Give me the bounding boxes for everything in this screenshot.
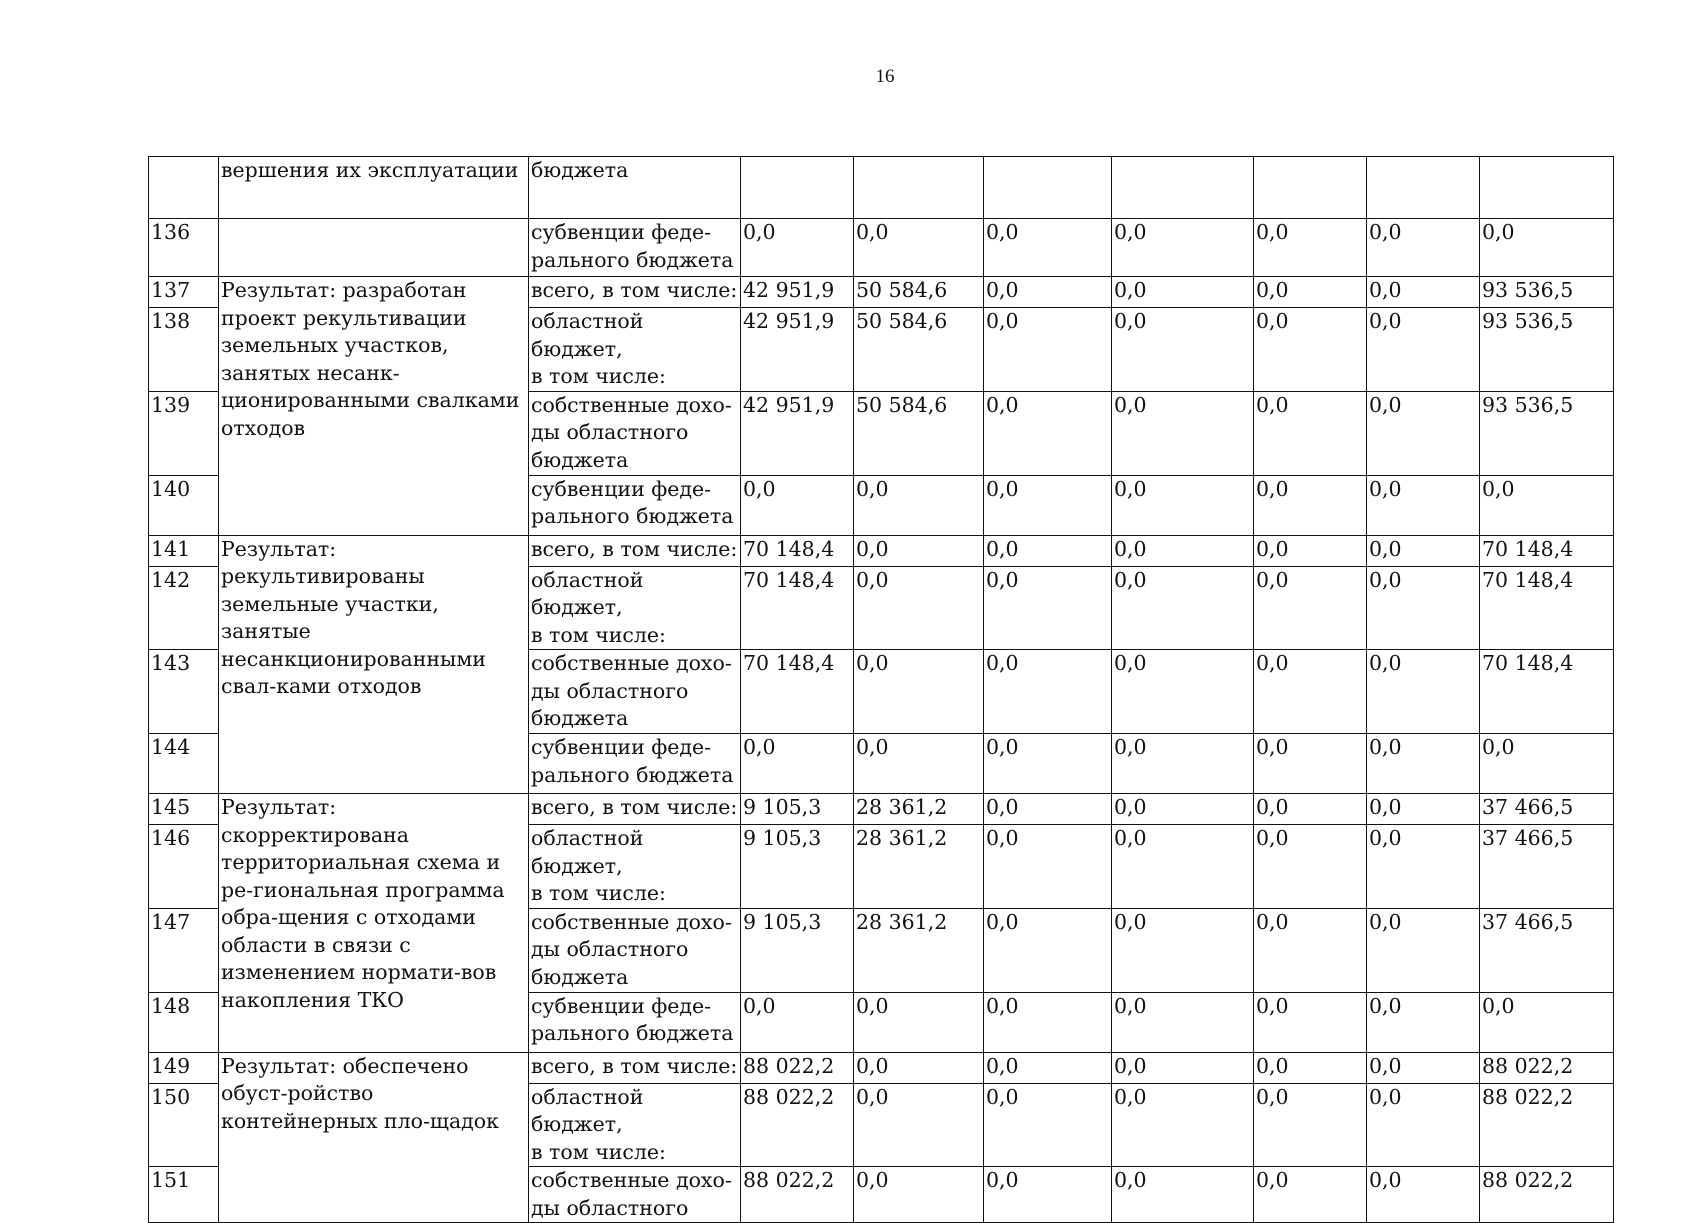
funding-source-cell: бюджета — [529, 157, 741, 219]
value-cell: 0,0 — [1254, 992, 1367, 1052]
value-cell: 0,0 — [984, 566, 1112, 650]
funding-source-cell: собственные дохо- ды областного — [529, 1167, 741, 1223]
description-cell — [219, 219, 529, 277]
value-cell: 0,0 — [984, 1083, 1112, 1167]
value-cell: 0,0 — [1112, 1167, 1254, 1223]
value-cell: 0,0 — [741, 992, 854, 1052]
value-cell: 0,0 — [741, 219, 854, 277]
value-cell: 0,0 — [1367, 1052, 1480, 1083]
value-cell: 0,0 — [1112, 391, 1254, 475]
value-cell: 0,0 — [1112, 1083, 1254, 1167]
total-value-cell: 93 536,5 — [1480, 277, 1614, 308]
total-value-cell: 70 148,4 — [1480, 650, 1614, 734]
value-cell: 0,0 — [984, 734, 1112, 794]
value-cell: 0,0 — [1112, 825, 1254, 909]
value-cell: 0,0 — [984, 391, 1112, 475]
row-number-cell: 148 — [149, 992, 219, 1052]
table-row — [149, 219, 1614, 277]
total-value-cell: 93 536,5 — [1480, 391, 1614, 475]
value-cell: 0,0 — [854, 1052, 984, 1083]
value-cell: 88 022,2 — [741, 1083, 854, 1167]
value-cell: 0,0 — [1112, 535, 1254, 566]
value-cell: 50 584,6 — [854, 391, 984, 475]
value-cell: 0,0 — [854, 992, 984, 1052]
value-cell: 42 951,9 — [741, 277, 854, 308]
value-cell: 0,0 — [1254, 825, 1367, 909]
value-cell: 28 361,2 — [854, 908, 984, 992]
description-cell: вершения их эксплуатации — [219, 157, 529, 219]
value-cell: 0,0 — [1367, 277, 1480, 308]
total-value-cell: 0,0 — [1480, 734, 1614, 794]
value-cell: 0,0 — [1112, 566, 1254, 650]
value-cell: 0,0 — [984, 908, 1112, 992]
row-number-cell: 141 — [149, 535, 219, 566]
value-cell — [1367, 157, 1480, 219]
value-cell: 0,0 — [1254, 1167, 1367, 1223]
value-cell: 0,0 — [1112, 475, 1254, 535]
total-value-cell: 70 148,4 — [1480, 535, 1614, 566]
value-cell: 0,0 — [1254, 1052, 1367, 1083]
row-number-cell: 151 — [149, 1167, 219, 1223]
row-number-cell: 146 — [149, 825, 219, 909]
row-number-cell — [149, 157, 219, 219]
table-row — [149, 794, 1614, 825]
value-cell: 0,0 — [984, 650, 1112, 734]
value-cell: 0,0 — [1254, 794, 1367, 825]
value-cell: 88 022,2 — [741, 1052, 854, 1083]
value-cell: 0,0 — [1254, 391, 1367, 475]
funding-source-cell: субвенции феде- рального бюджета — [529, 219, 741, 277]
value-cell: 0,0 — [984, 1167, 1112, 1223]
value-cell: 0,0 — [1367, 475, 1480, 535]
value-cell: 70 148,4 — [741, 650, 854, 734]
value-cell: 0,0 — [1254, 219, 1367, 277]
value-cell: 0,0 — [1367, 1167, 1480, 1223]
value-cell — [1112, 157, 1254, 219]
row-number-cell: 138 — [149, 308, 219, 392]
row-number-cell: 149 — [149, 1052, 219, 1083]
value-cell: 0,0 — [984, 535, 1112, 566]
value-cell: 50 584,6 — [854, 277, 984, 308]
value-cell: 0,0 — [854, 1167, 984, 1223]
value-cell: 0,0 — [741, 475, 854, 535]
value-cell: 0,0 — [854, 650, 984, 734]
value-cell — [854, 157, 984, 219]
value-cell: 0,0 — [1367, 566, 1480, 650]
value-cell: 0,0 — [1112, 1052, 1254, 1083]
value-cell — [1254, 157, 1367, 219]
value-cell: 9 105,3 — [741, 908, 854, 992]
value-cell: 0,0 — [854, 475, 984, 535]
result-description-cell: Результат: скорректирована территориальная схема и ре-гиональная программа обра-щения с отходами области в связи с изменением нормати-вов накопления ТКО — [219, 794, 529, 1053]
value-cell: 28 361,2 — [854, 825, 984, 909]
value-cell: 0,0 — [854, 219, 984, 277]
row-number-cell: 139 — [149, 391, 219, 475]
result-description-cell: Результат: обеспечено обуст-ройство контейнерных пло-щадок — [219, 1052, 529, 1223]
funding-source-cell: субвенции феде- рального бюджета — [529, 734, 741, 794]
funding-source-cell: собственные дохо- ды областного бюджета — [529, 908, 741, 992]
result-description-cell: Результат: рекультивированы земельные участки, занятые несанкционированными свал-ками отходов — [219, 535, 529, 794]
total-value-cell: 93 536,5 — [1480, 308, 1614, 392]
value-cell: 50 584,6 — [854, 308, 984, 392]
funding-source-cell: собственные дохо- ды областного бюджета — [529, 650, 741, 734]
value-cell: 9 105,3 — [741, 794, 854, 825]
value-cell: 0,0 — [1480, 219, 1614, 277]
funding-source-cell: всего, в том числе: — [529, 535, 741, 566]
value-cell: 88 022,2 — [741, 1167, 854, 1223]
row-number-cell: 136 — [149, 219, 219, 277]
total-value-cell: 0,0 — [1480, 992, 1614, 1052]
value-cell — [1480, 157, 1614, 219]
value-cell: 9 105,3 — [741, 825, 854, 909]
value-cell: 0,0 — [1367, 650, 1480, 734]
value-cell: 0,0 — [1254, 650, 1367, 734]
total-value-cell: 37 466,5 — [1480, 825, 1614, 909]
value-cell: 0,0 — [1254, 277, 1367, 308]
value-cell: 0,0 — [1367, 535, 1480, 566]
value-cell: 0,0 — [1367, 219, 1480, 277]
value-cell: 0,0 — [1254, 535, 1367, 566]
value-cell: 0,0 — [1254, 308, 1367, 392]
funding-source-cell: областной бюджет, в том числе: — [529, 566, 741, 650]
value-cell: 42 951,9 — [741, 308, 854, 392]
funding-source-cell: собственные дохо- ды областного бюджета — [529, 391, 741, 475]
value-cell: 0,0 — [1112, 794, 1254, 825]
table-row — [149, 1052, 1614, 1083]
row-number-cell: 147 — [149, 908, 219, 992]
row-number-cell: 144 — [149, 734, 219, 794]
value-cell: 0,0 — [984, 825, 1112, 909]
value-cell: 0,0 — [1367, 992, 1480, 1052]
budget-table — [148, 156, 1614, 1223]
row-number-cell: 140 — [149, 475, 219, 535]
value-cell: 0,0 — [1112, 992, 1254, 1052]
page-number: 16 — [875, 66, 895, 87]
value-cell: 0,0 — [1112, 650, 1254, 734]
value-cell: 0,0 — [984, 475, 1112, 535]
row-number-cell: 150 — [149, 1083, 219, 1167]
funding-source-cell: областной бюджет, в том числе: — [529, 825, 741, 909]
value-cell: 0,0 — [984, 1052, 1112, 1083]
value-cell: 70 148,4 — [741, 566, 854, 650]
value-cell — [741, 157, 854, 219]
total-value-cell: 37 466,5 — [1480, 794, 1614, 825]
result-description-cell: Результат: разработан проект рекультивации земельных участков, занятых несанк-ционированными свалками отходов — [219, 277, 529, 536]
value-cell: 0,0 — [1254, 734, 1367, 794]
total-value-cell: 0,0 — [1480, 475, 1614, 535]
row-number-cell: 143 — [149, 650, 219, 734]
value-cell: 0,0 — [1112, 734, 1254, 794]
total-value-cell: 37 466,5 — [1480, 908, 1614, 992]
funding-source-cell: областной бюджет, в том числе: — [529, 1083, 741, 1167]
total-value-cell: 70 148,4 — [1480, 566, 1614, 650]
budget-table-body — [149, 157, 1614, 1223]
row-number-cell: 137 — [149, 277, 219, 308]
funding-source-cell: областной бюджет, в том числе: — [529, 308, 741, 392]
value-cell: 0,0 — [1367, 908, 1480, 992]
value-cell: 0,0 — [984, 794, 1112, 825]
value-cell: 42 951,9 — [741, 391, 854, 475]
value-cell: 0,0 — [1112, 219, 1254, 277]
value-cell: 70 148,4 — [741, 535, 854, 566]
value-cell: 0,0 — [1254, 475, 1367, 535]
value-cell: 0,0 — [1367, 825, 1480, 909]
value-cell: 0,0 — [984, 219, 1112, 277]
total-value-cell: 88 022,2 — [1480, 1052, 1614, 1083]
value-cell: 0,0 — [1254, 908, 1367, 992]
value-cell: 0,0 — [1367, 734, 1480, 794]
value-cell: 0,0 — [984, 992, 1112, 1052]
value-cell: 0,0 — [1367, 308, 1480, 392]
value-cell: 0,0 — [854, 535, 984, 566]
value-cell: 0,0 — [854, 1083, 984, 1167]
total-value-cell: 88 022,2 — [1480, 1167, 1614, 1223]
funding-source-cell: субвенции феде- рального бюджета — [529, 992, 741, 1052]
value-cell: 28 361,2 — [854, 794, 984, 825]
row-number-cell: 142 — [149, 566, 219, 650]
value-cell: 0,0 — [1254, 1083, 1367, 1167]
funding-source-cell: всего, в том числе: — [529, 277, 741, 308]
value-cell: 0,0 — [1112, 308, 1254, 392]
value-cell: 0,0 — [1112, 908, 1254, 992]
funding-source-cell: всего, в том числе: — [529, 1052, 741, 1083]
value-cell: 0,0 — [1254, 566, 1367, 650]
table-row — [149, 157, 1614, 219]
value-cell: 0,0 — [741, 734, 854, 794]
value-cell: 0,0 — [1367, 1083, 1480, 1167]
value-cell — [984, 157, 1112, 219]
value-cell: 0,0 — [854, 734, 984, 794]
funding-source-cell: субвенции феде- рального бюджета — [529, 475, 741, 535]
table-row — [149, 277, 1614, 308]
table-row — [149, 535, 1614, 566]
row-number-cell: 145 — [149, 794, 219, 825]
value-cell: 0,0 — [984, 277, 1112, 308]
value-cell: 0,0 — [1367, 391, 1480, 475]
value-cell: 0,0 — [854, 566, 984, 650]
value-cell: 0,0 — [1367, 794, 1480, 825]
total-value-cell: 88 022,2 — [1480, 1083, 1614, 1167]
funding-source-cell: всего, в том числе: — [529, 794, 741, 825]
value-cell: 0,0 — [1112, 277, 1254, 308]
value-cell: 0,0 — [984, 308, 1112, 392]
